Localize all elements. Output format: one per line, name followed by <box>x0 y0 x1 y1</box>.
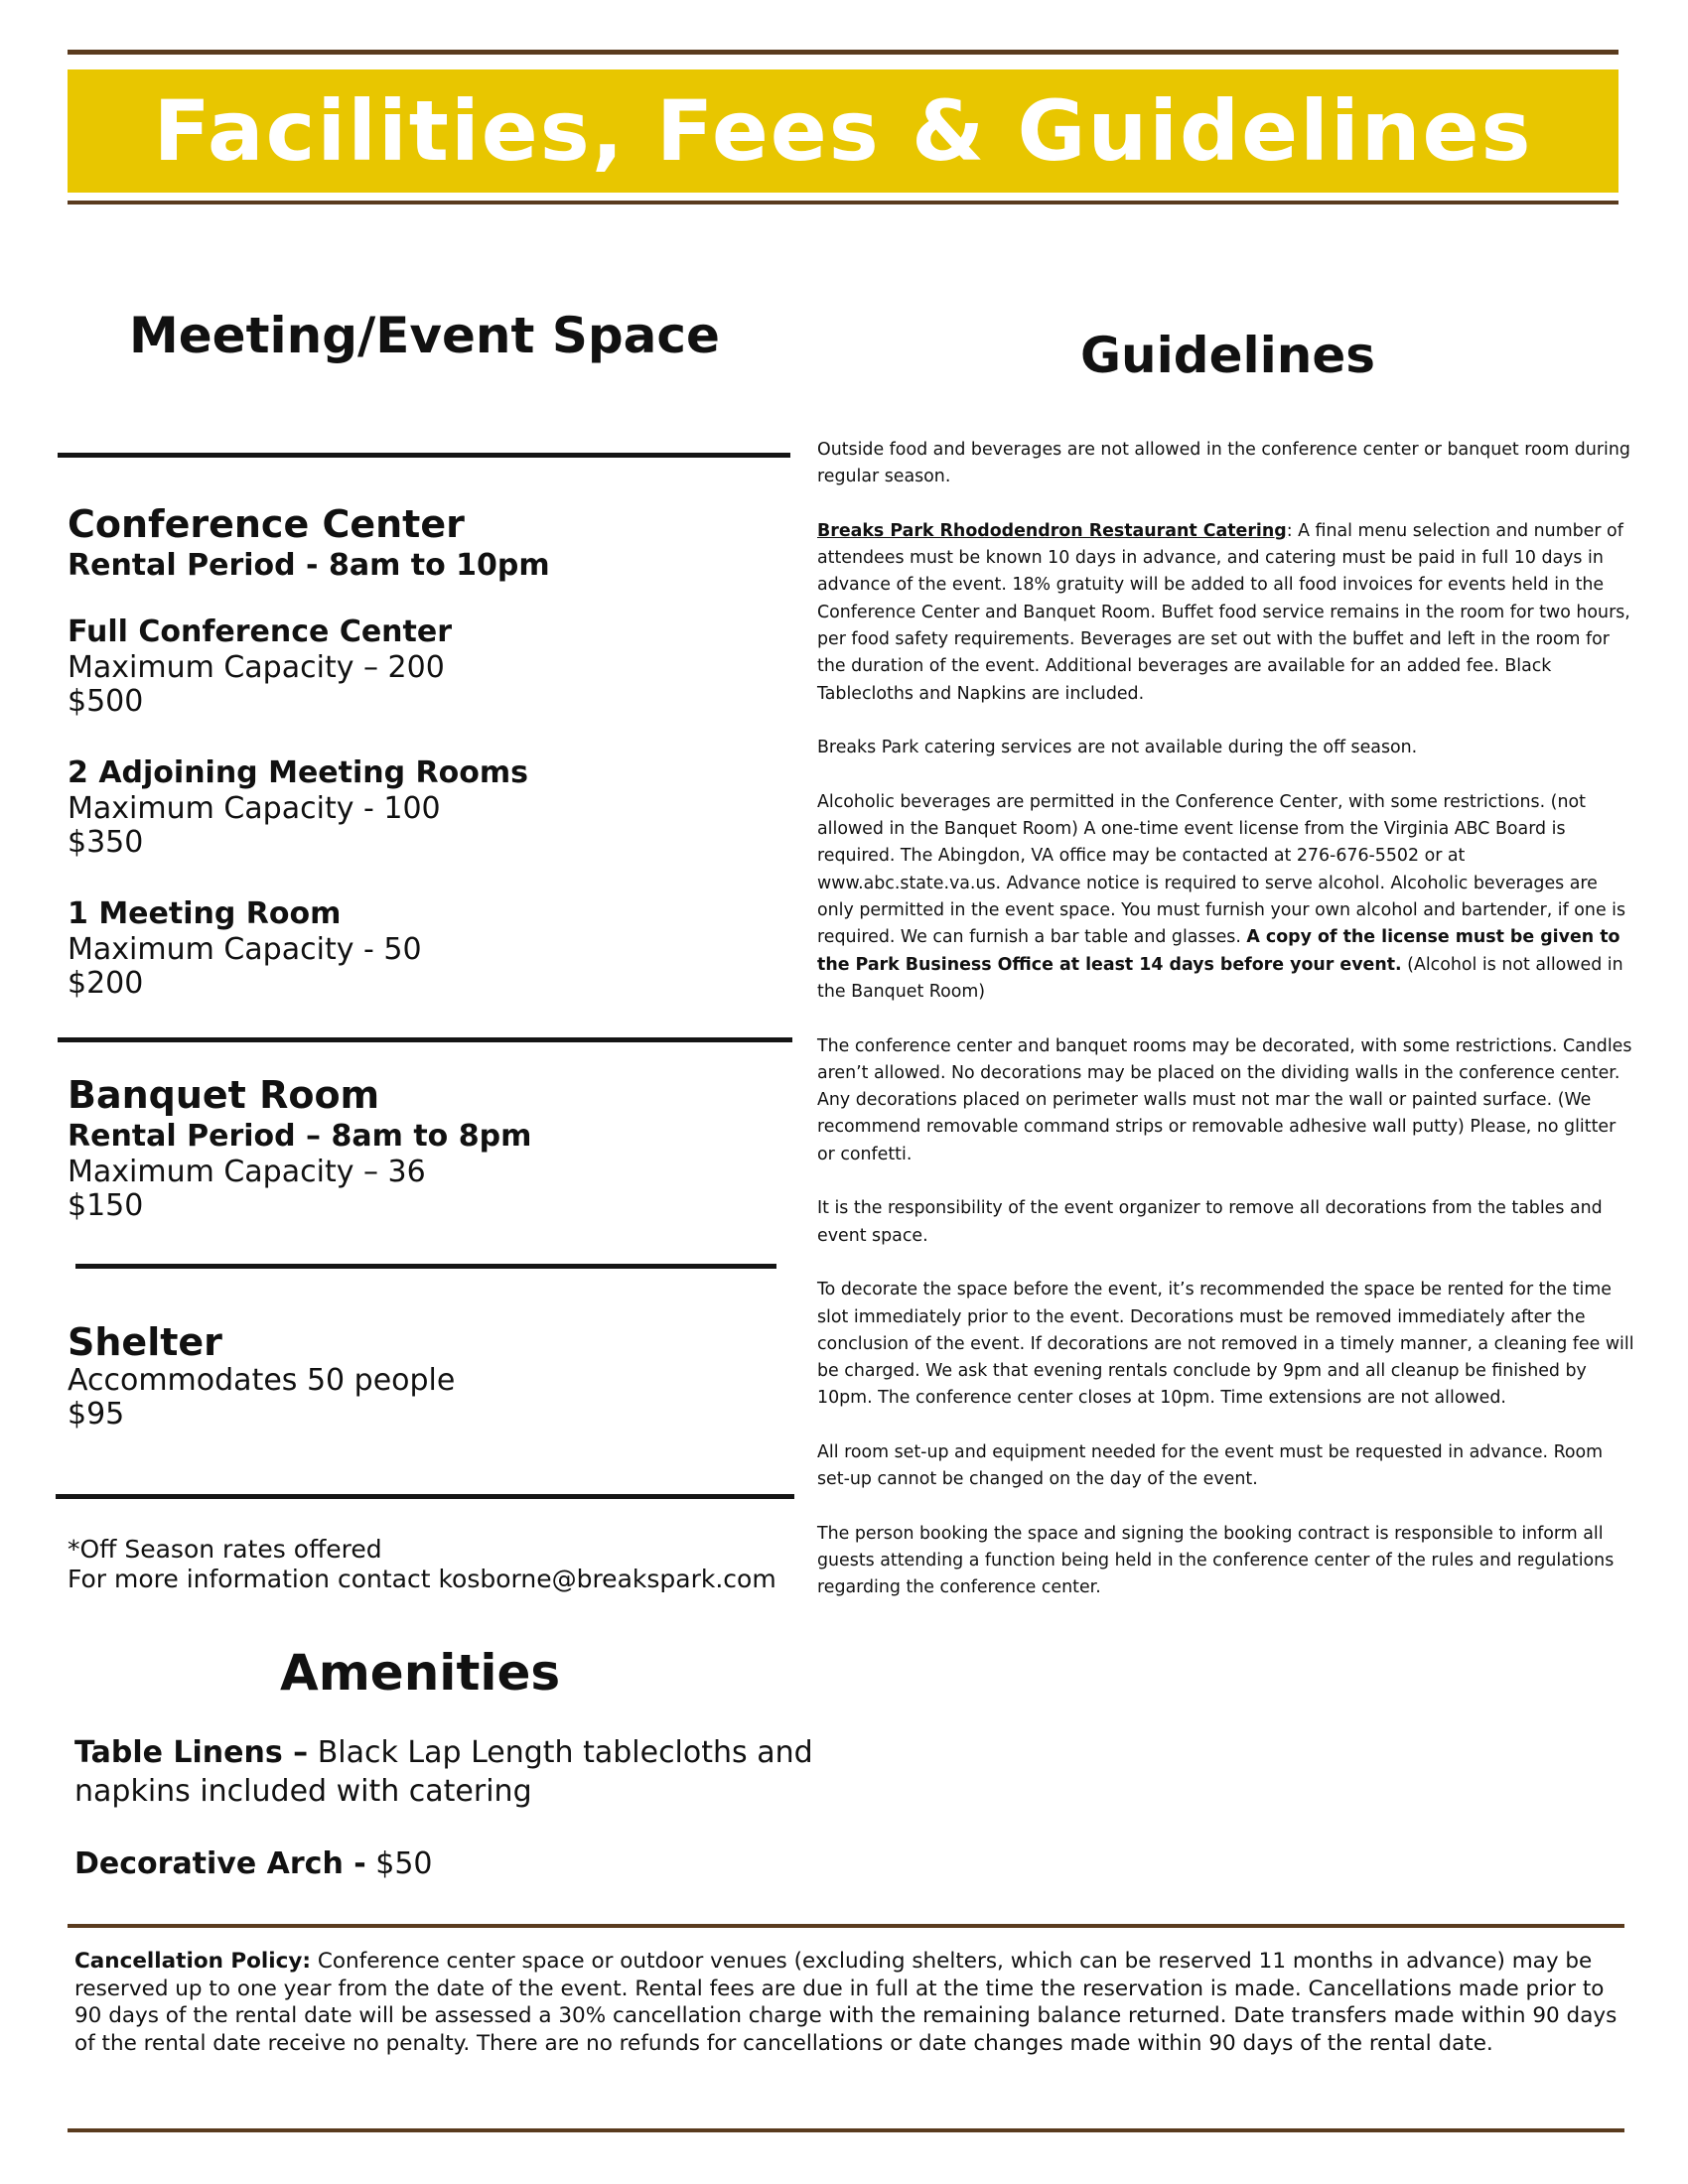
banquet-room-capacity: Maximum Capacity – 36 <box>68 1154 426 1189</box>
meeting-space-title: Meeting/Event Space <box>129 307 720 364</box>
alcohol-license-note: A copy of the license must be given to the Park Business Office at least 14 days before your event. <box>817 927 1620 975</box>
guidelines-title: Guidelines <box>1080 327 1376 384</box>
guideline-off-season: Breaks Park catering services are not available during the off season. <box>817 738 1418 758</box>
off-season-line: *Off Season rates offered <box>68 1535 382 1564</box>
arch-text: $50 <box>365 1846 433 1881</box>
guideline-remove-decorations: It is the responsibility of the event organizer to remove all decorations from the tables and event space. <box>817 1198 1603 1246</box>
header-bottom-rule <box>68 201 1618 205</box>
option-name: Full Conference Center <box>68 614 453 649</box>
option-capacity: Maximum Capacity – 200 <box>68 649 445 685</box>
banquet-room-rental-period: Rental Period – 8am to 8pm <box>68 1118 532 1154</box>
conference-center-title: Conference Center <box>68 502 465 546</box>
option-name: 2 Adjoining Meeting Rooms <box>68 754 528 790</box>
arch-label: Decorative Arch - <box>74 1846 366 1881</box>
conference-center-section <box>68 504 802 1002</box>
option-full-center <box>68 613 802 720</box>
amenities-list <box>74 1733 829 1883</box>
linens-label: Table Linens – <box>74 1735 309 1770</box>
amenity-linens <box>74 1733 829 1811</box>
amenities-title: Amenities <box>280 1644 561 1702</box>
divider-3 <box>75 1264 776 1269</box>
page-title: Facilities, Fees & Guidelines <box>153 82 1533 180</box>
shelter-capacity: Accommodates 50 people <box>68 1362 456 1398</box>
guideline-inform-guests: The person booking the space and signing the booking contract is responsible to inform all guests attending a function being held in the conference center of the rules and regulations regarding the conference center. <box>817 1523 1615 1598</box>
option-price: $350 <box>68 825 144 861</box>
banquet-room-title: Banquet Room <box>68 1073 380 1117</box>
conference-center-rental-period: Rental Period - 8am to 10pm <box>68 547 550 583</box>
contact-line: For more information contact kosborne@breakspark.com <box>68 1565 776 1593</box>
cancellation-label: Cancellation Policy: <box>74 1949 312 1974</box>
amenity-arch <box>74 1844 829 1883</box>
shelter-title: Shelter <box>68 1320 222 1364</box>
guideline-outside-food: Outside food and beverages are not allowed in the conference center or banquet room during regular season. <box>817 440 1630 487</box>
alcohol-banquet-note: (Alcohol is not allowed in the Banquet Room) <box>817 954 1623 1002</box>
guideline-decorations: The conference center and banquet rooms may be decorated, with some restrictions. Candles aren’t allowed. No decorations may be placed on the dividing walls in the conference center. Any decorations placed on perimeter walls must not mar the wall or painted surface. (We recommend removable command strips or removable adhesive wall putty) Please, no glitter or confetti. <box>817 1035 1632 1164</box>
cancellation-text: Conference center space or outdoor venues (excluding shelters, which can be reserved 11 months in advance) may be reserved up to one year from the date of the event. Rental fees are due in full at the time the reservation is made. Cancellations made prior to 90 days of the rental date will be assessed a 30% cancellation charge with the remaining balance returned. Date transfers made within 90 days of the rental date receive no penalty. There are no refunds for cancellations or date changes made within 90 days of the rental date. <box>74 1949 1618 2056</box>
guideline-catering <box>817 518 1636 708</box>
cancellation-policy <box>74 1948 1623 2057</box>
option-capacity: Maximum Capacity - 50 <box>68 931 422 967</box>
option-adjoining-rooms <box>68 753 802 861</box>
divider-2 <box>58 1037 792 1042</box>
option-name: 1 Meeting Room <box>68 895 342 931</box>
guideline-decorate-timing: To decorate the space before the event, it’s recommended the space be rented for the time slot immediately prior to the event. Decorations must be removed immediately after the conclusion of the event. If decorations are not removed in a timely manner, a cleaning fee will be charged. We ask that evening rentals conclude by 9pm and all cleanup be finished by 10pm. The conference center closes at 10pm. Time extensions are not allowed. <box>817 1280 1634 1409</box>
option-capacity: Maximum Capacity - 100 <box>68 790 441 826</box>
catering-label: Breaks Park Rhododendron Restaurant Catering <box>817 520 1287 541</box>
option-price: $200 <box>68 966 144 1002</box>
alcohol-text: Alcoholic beverages are permitted in the Conference Center, with some restrictions. (not allowed in the Banquet Room) A one-time event license from the Virginia ABC Board is required. The Abingdon, VA office may be contacted at 276-676-5502 or at www.abc.state.va.us. Advance notice is required to serve alcohol. Alcoholic beverages are only permitted in the event space. You must furnish your own alcohol and bartender, if one is required. We can furnish a bar table and glasses. <box>817 791 1626 948</box>
banquet-room-price: $150 <box>68 1188 144 1224</box>
guideline-setup: All room set-up and equipment needed for the event must be requested in advance. Room set-up cannot be changed on the day of the event. <box>817 1441 1604 1490</box>
footer-bottom-rule <box>68 2128 1624 2132</box>
banquet-room-section <box>68 1075 802 1224</box>
shelter-section <box>68 1322 802 1433</box>
option-one-room <box>68 894 802 1002</box>
divider-1 <box>58 453 790 458</box>
guideline-alcohol <box>817 789 1636 1006</box>
header-top-rule <box>68 50 1618 55</box>
catering-text: : A final menu selection and number of attendees must be known 10 days in advance, and catering must be paid in full 10 days in advance of the event. 18% gratuity will be added to all food invoices for events held in the Conference Center and Banquet Room. Buffet food service remains in the room for two hours, per food safety requirements. Beverages are set out with the buffet and left in the room for the duration of the event. Additional beverages are available for an added fee. Black Tablecloths and Napkins are included. <box>817 520 1630 704</box>
guidelines-body <box>817 437 1636 1629</box>
option-price: $500 <box>68 684 144 720</box>
title-banner <box>68 69 1618 193</box>
linens-text: Black Lap Length tablecloths and napkins included with catering <box>74 1735 813 1809</box>
divider-4 <box>56 1494 794 1499</box>
footer-top-rule <box>68 1924 1624 1928</box>
shelter-price: $95 <box>68 1397 125 1433</box>
off-season-note <box>68 1535 822 1594</box>
